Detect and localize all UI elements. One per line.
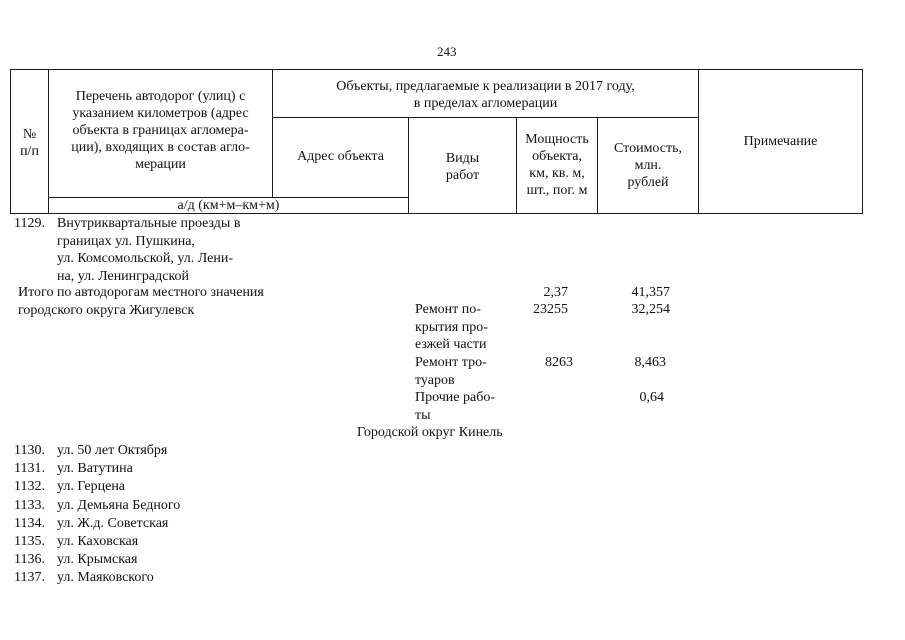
section-title: Городской округ Кинель bbox=[357, 425, 503, 440]
header-col-roads bbox=[49, 88, 272, 173]
header-col-cost-line: Стоимость, bbox=[613, 141, 682, 156]
entry-name-line: Внутриквартальные проезды в bbox=[57, 216, 241, 231]
entry-name-line: ул. Комсомольской, ул. Лени- bbox=[57, 251, 234, 266]
entry-name-line: границах ул. Пушкина, bbox=[57, 233, 195, 249]
work-type-cost: 8,463 bbox=[634, 355, 666, 370]
table-border-right bbox=[862, 69, 863, 214]
work-type-name-line: Прочие рабо- bbox=[415, 390, 495, 405]
header-col-objects-line: в пределах агломерации bbox=[413, 96, 558, 111]
work-type-name-line: туаров bbox=[415, 372, 455, 388]
list-item-number: 1132. bbox=[14, 479, 45, 494]
list-item-name: ул. Герцена bbox=[57, 479, 126, 494]
header-col-works bbox=[409, 150, 516, 184]
header-col-roads-line: указанием километров (адрес bbox=[72, 106, 249, 121]
header-col-works-line: работ bbox=[445, 168, 480, 183]
work-type-name-line: Ремонт по- bbox=[415, 302, 481, 317]
header-col-cost bbox=[598, 140, 698, 191]
work-type-cost: 32,254 bbox=[631, 302, 670, 317]
list-item-number: 1135. bbox=[14, 534, 45, 549]
header-col-objects bbox=[273, 78, 698, 112]
list-item-number: 1137. bbox=[14, 570, 45, 585]
list-item-number: 1130. bbox=[14, 443, 45, 458]
list-item-number: 1136. bbox=[14, 552, 45, 567]
totals-label-line: городского округа Жигулевск bbox=[18, 302, 195, 318]
list-item-name: ул. Ж.д. Советская bbox=[57, 516, 169, 531]
totals-cost: 41,357 bbox=[631, 285, 670, 300]
work-type-name bbox=[415, 354, 487, 389]
header-col-works-line: Виды bbox=[445, 151, 480, 166]
work-type-capacity: 8263 bbox=[545, 355, 573, 370]
list-item-name: ул. Каховская bbox=[57, 534, 139, 549]
work-type-capacity: 23255 bbox=[533, 302, 568, 317]
header-col-roads-line: объекта в границах агломера- bbox=[72, 123, 249, 138]
header-col-address: Адрес объекта bbox=[297, 149, 384, 164]
list-item-number: 1134. bbox=[14, 516, 45, 531]
totals-label bbox=[18, 284, 264, 319]
header-col-cost-line: млн. bbox=[634, 158, 662, 173]
work-type-name bbox=[415, 301, 488, 354]
totals-label-line: Итого по автодорогам местного значения bbox=[18, 285, 264, 300]
header-col-capacity-line: Мощность bbox=[525, 132, 589, 147]
list-item-name: ул. Ватутина bbox=[57, 461, 133, 476]
header-col-objects-line: Объекты, предлагаемые к реализации в 2017 году, bbox=[336, 79, 635, 94]
work-type-name-line: крытия про- bbox=[415, 319, 488, 335]
header-col-roads-line: ции), входящих в состав агло- bbox=[71, 140, 250, 155]
work-type-name-line: ты bbox=[415, 407, 431, 423]
header-col-cost-line: рублей bbox=[627, 175, 669, 190]
table-border-top bbox=[10, 69, 863, 70]
list-item-name: ул. Демьяна Бедного bbox=[57, 498, 181, 513]
work-type-name-line: езжей части bbox=[415, 337, 487, 352]
header-col-capacity bbox=[517, 131, 597, 199]
entry-name bbox=[57, 215, 240, 285]
header-col-capacity-line: шт., пог. м bbox=[526, 183, 588, 198]
entry-name-line: на, ул. Ленинградской bbox=[57, 268, 190, 284]
header-col-note: Примечание bbox=[743, 134, 818, 149]
work-type-name bbox=[415, 389, 495, 424]
totals-capacity: 2,37 bbox=[543, 285, 568, 300]
header-col-roads-line: мерации bbox=[135, 157, 186, 172]
work-type-name-line: Ремонт тро- bbox=[415, 355, 487, 370]
table-rule-objects bbox=[272, 117, 698, 118]
list-item-number: 1131. bbox=[14, 461, 45, 476]
header-col-roads-line: Перечень автодорог (улиц) с bbox=[75, 89, 246, 104]
list-item-name: ул. 50 лет Октября bbox=[57, 443, 168, 458]
header-col-capacity-line: объекта, bbox=[532, 149, 582, 164]
entry-number: 1129. bbox=[14, 216, 45, 231]
page-number: 243 bbox=[437, 44, 457, 59]
header-col-capacity-line: км, кв. м, bbox=[529, 166, 585, 181]
header-col-no: № п/п bbox=[20, 127, 39, 159]
list-item-name: ул. Крымская bbox=[57, 552, 138, 567]
list-item-name: ул. Маяковского bbox=[57, 570, 154, 585]
list-item-number: 1133. bbox=[14, 498, 45, 513]
work-type-cost: 0,64 bbox=[639, 390, 664, 405]
header-col-roads-sub: а/д (км+м–км+м) bbox=[177, 198, 280, 213]
